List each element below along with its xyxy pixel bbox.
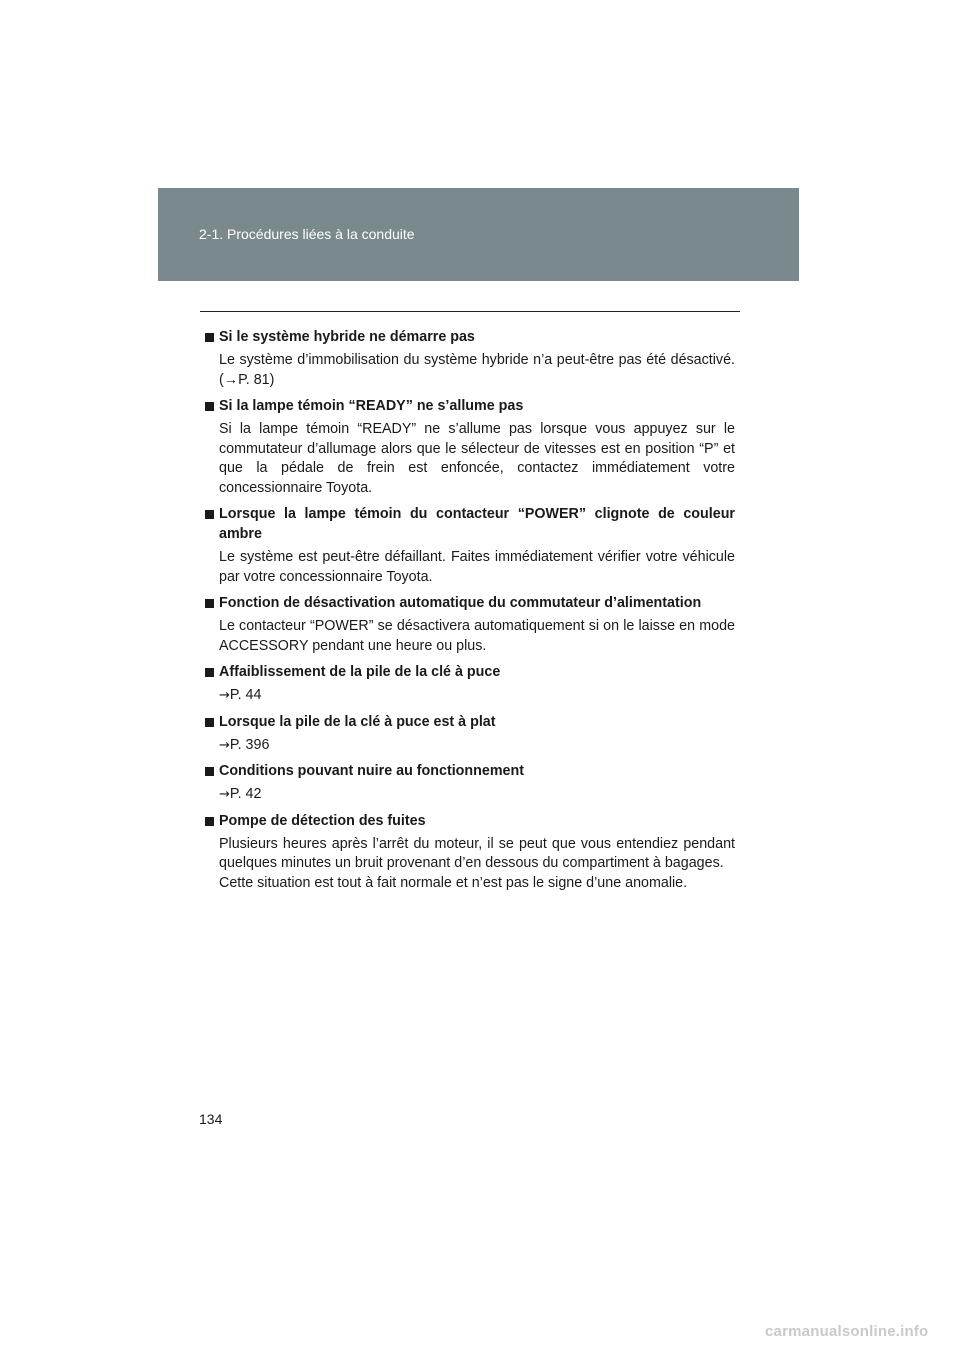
section-body: Le contacteur “POWER” se désactivera automatiquement si on le laisse en mode ACCESSORY pendant une heure ou plus. [219,618,735,654]
square-bullet-icon [205,333,214,342]
page-reference-link[interactable]: P. 44 [229,687,262,703]
section-heading: Lorsque la pile de la clé à puce est à plat [219,713,496,730]
section-power-amber [205,504,735,587]
section-heading: Pompe de détection des fuites [219,812,426,829]
square-bullet-icon [205,668,214,677]
section-body-end: ) [269,371,275,388]
section-key-battery-dead [205,712,735,756]
section-heading: Lorsque la lampe témoin du contacteur “POWER” clignote de couleur ambre [219,506,735,542]
square-bullet-icon [205,767,214,776]
section-heading: Si le système hybride ne démarre pas [219,329,475,345]
section-body: Le système est peut-être défaillant. Faites immédiatement vérifier votre véhicule par votre concessionnaire Toyota. [219,549,735,585]
arrow-icon: → [219,688,230,703]
section-leak-pump [205,811,735,894]
page-reference-link[interactable]: P. 81 [238,371,270,388]
section-body: Plusieurs heures après l’arrêt du moteur, il se peut que vous entendiez pendant quelques minutes un bruit provenant d’en dessous du compartiment à bagages. [219,835,735,871]
section-hybrid-no-start [205,327,735,390]
section-heading: Affaiblissement de la pile de la clé à puce [219,664,501,680]
square-bullet-icon [205,817,214,826]
page-reference-link[interactable]: P. 396 [229,736,270,753]
page-number: 134 [199,1111,223,1127]
manual-content [205,327,735,899]
square-bullet-icon [205,718,214,727]
section-key-battery-low [205,662,735,706]
section-heading: Fonction de désactivation automatique du commutateur d’alimentation [219,595,702,611]
page-reference-link[interactable]: P. 42 [229,786,262,802]
section-operating-conditions [205,761,735,805]
arrow-icon: → [223,371,239,388]
section-heading: Conditions pouvant nuire au fonctionnement [219,763,524,779]
square-bullet-icon [205,599,214,608]
section-body-note: Cette situation est tout à fait normale et n’est pas le signe d’une anomalie. [219,874,688,891]
square-bullet-icon [205,510,214,519]
section-body: Si la lampe témoin “READY” ne s’allume pas lorsque vous appuyez sur le commutateur d’allumage alors que le sélecteur de vitesses est en position “P” et que la pédale de frein est enfoncée, contactez immédiatement votre concessionnaire Toyota. [219,421,735,496]
section-rule [200,311,740,312]
section-ready-lamp [205,396,735,498]
section-heading: Si la lampe témoin “READY” ne s’allume pas [219,398,524,414]
arrow-icon: → [219,737,230,753]
section-body: Le système d’immobilisation du système hybride n’a peut-être pas été désactivé. ( [219,352,735,388]
watermark-logo: carmanualsonline.info [765,1323,929,1340]
section-auto-off [205,593,735,656]
square-bullet-icon [205,402,214,411]
arrow-icon: → [219,787,230,802]
chapter-title: 2-1. Procédures liées à la conduite [199,226,415,242]
